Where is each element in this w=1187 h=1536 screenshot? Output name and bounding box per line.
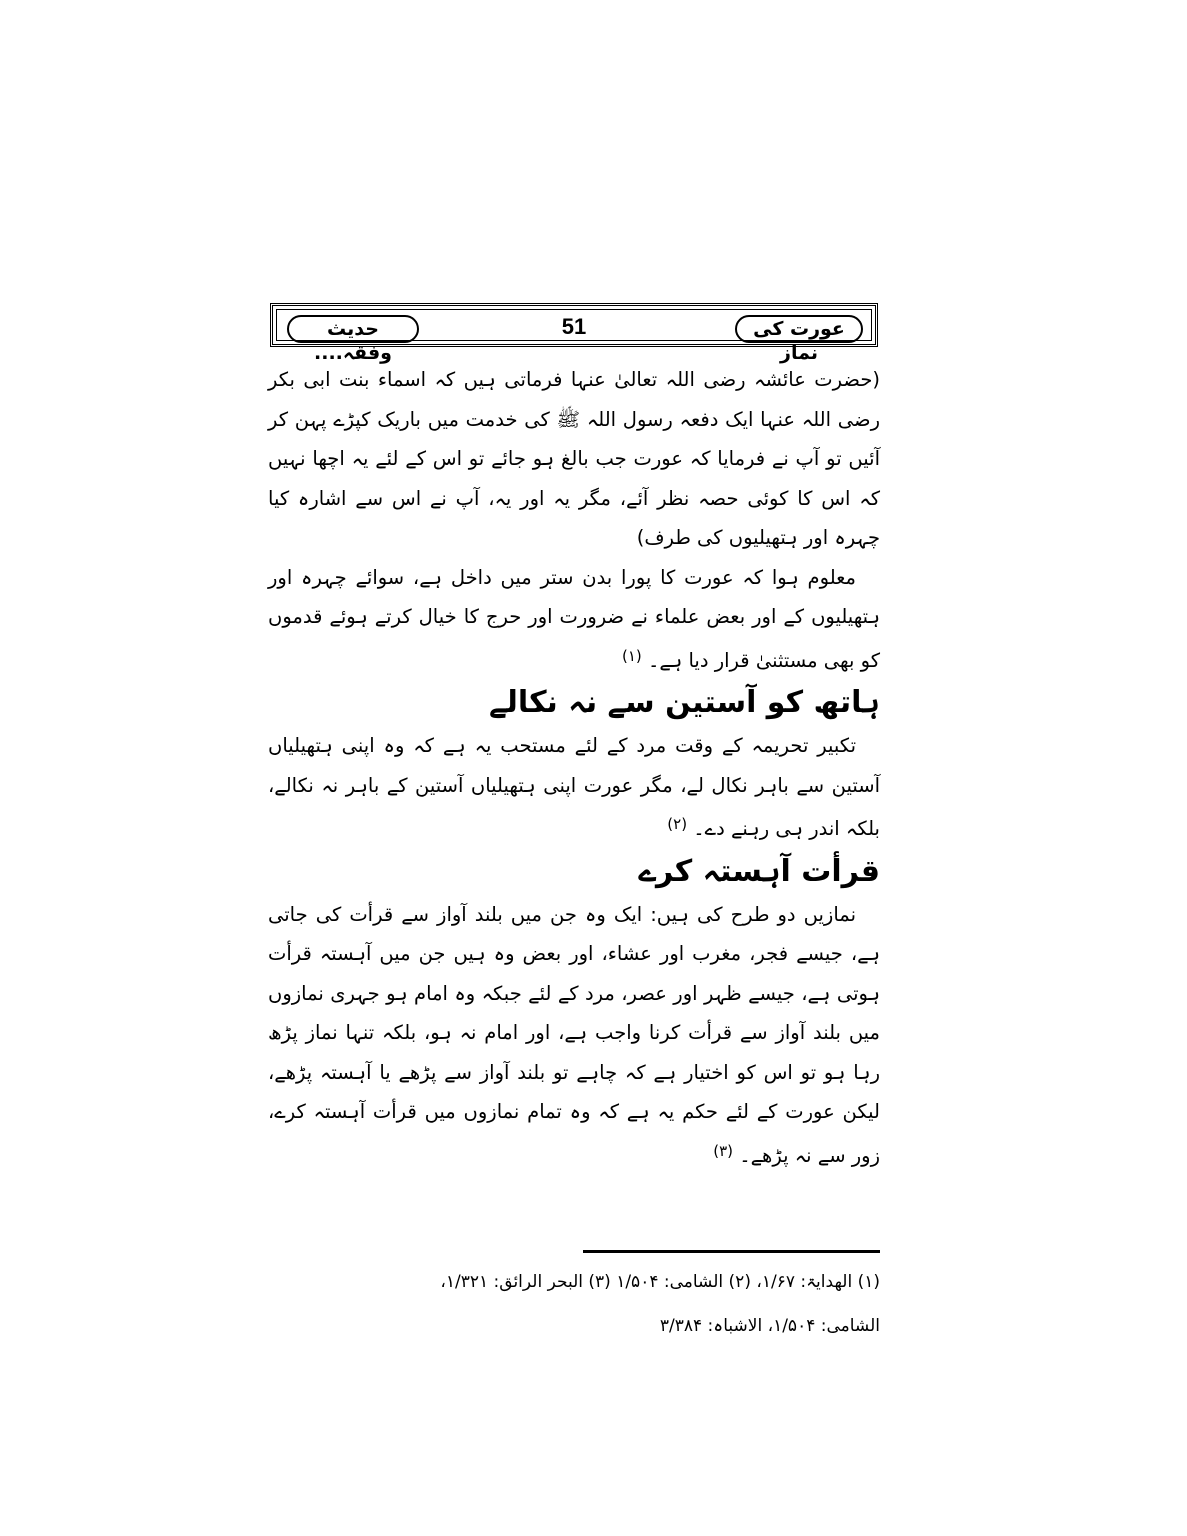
takbir-text: تکبیر تحریمہ کے وقت مرد کے لئے مستحب یہ ہے کہ وہ اپنی ہتھیلیاں آستین سے باہر نکال لے، مگر عورت اپنی ہتھیلیاں آستین کے باہر نہ نکالے، بلکہ اندر ہی رہنے دے۔: [268, 734, 880, 840]
footnote-marker-1: (۱): [622, 646, 642, 665]
footnote-divider: [583, 1250, 880, 1253]
header-inner-frame: [276, 309, 872, 364]
takbir-paragraph: [268, 726, 880, 849]
recitation-paragraph: [268, 895, 880, 1176]
heading-hands-sleeves: ہاتھ کو آستین سے نہ نکالے: [489, 685, 880, 720]
footnote-line-1: (۱) الھدایۃ: ۱/۶۷، (۲) الشامی: ۱/۵۰۴ (۳) البحر الرائق: ۱/۳۲۱،: [440, 1272, 880, 1292]
page-header: [270, 303, 878, 364]
page-number: 51: [561, 314, 587, 339]
footnote-marker-2: (۲): [667, 815, 688, 833]
book-title: عورت کی نماز: [735, 315, 863, 343]
body-text: [268, 360, 880, 1175]
footnote-marker-3: (۳): [713, 1141, 733, 1160]
heading-quiet-recitation: قرأت آہستہ کرے: [638, 853, 880, 889]
explanation-paragraph: [268, 558, 880, 681]
recitation-text: نمازیں دو طرح کی ہیں: ایک وہ جن میں بلند آواز سے قرأت کی جاتی ہے، جیسے فجر، مغرب اور عشاء، اور بعض وہ ہیں جن میں آہستہ قرأت ہوتی ہے، جیسے ظہر اور عصر، مرد کے لئے جبکہ وہ امام ہو جہری نمازوں میں بلند آواز سے قرأت کرنا واجب ہے، اور امام نہ ہو، بلکہ تنہا نماز پڑھ رہا ہو تو اس کو اختیار ہے کہ چاہے تو بلند آواز سے پڑھے یا آہستہ پڑھے، لیکن عورت کے لئے حکم یہ ہے کہ وہ تمام نمازوں میں قرأت آہستہ کرے، زور سے نہ پڑھے۔: [268, 902, 880, 1167]
footnote-line-2: الشامی: ۱/۵۰۴، الاشباہ: ۳/۳۸۴: [659, 1316, 880, 1336]
section-title: حدیث وفقہ....: [287, 315, 419, 343]
hadith-paragraph: (حضرت عائشہ رضی اللہ تعالیٰ عنہا فرماتی ہیں کہ اسماء بنت ابی بکر رضی اللہ عنہا ایک دفعہ رسول اللہ ﷺ کی خدمت میں باریک کپڑے پہن کر آئیں تو آپ نے فرمایا کہ عورت جب بالغ ہو جائے تو اس کے لئے یہ اچھا نہیں کہ اس کا کوئی حصہ نظر آئے، مگر یہ اور یہ، آپ نے اس سے اشارہ کیا چہرہ اور ہتھیلیوں کی طرف): [268, 368, 880, 549]
explanation-text: معلوم ہوا کہ عورت کا پورا بدن ستر میں داخل ہے، سوائے چہرہ اور ہتھیلیوں کے اور بعض علماء نے ضرورت اور حرج کا خیال کرتے ہوئے قدموں کو بھی مستثنیٰ قرار دیا ہے۔: [268, 565, 880, 672]
footnotes: [420, 1260, 880, 1348]
